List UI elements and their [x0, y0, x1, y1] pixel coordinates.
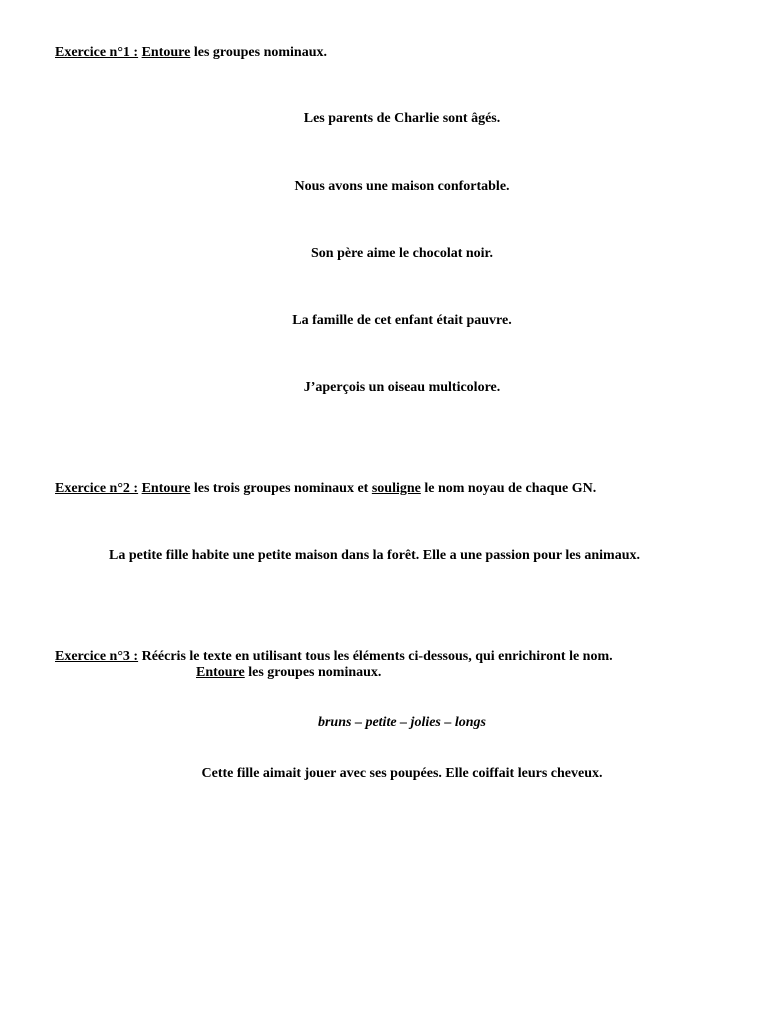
exercise1-instruction-text: les groupes nominaux.: [190, 45, 328, 60]
exercise3-text: Cette fille aimait jouer avec ses poupées. Elle coiffait leurs cheveux.: [201, 766, 603, 781]
exercise1-heading: Exercice n°1 :: [55, 45, 139, 60]
exercise3-instruction-text: Réécris le texte en utilisant tous les éléments ci-dessous, qui enrichiront le nom.: [138, 649, 613, 664]
exercise1-sentence-2: Nous avons une maison confortable.: [294, 179, 510, 194]
exercise2-heading: Exercice n°2 :: [55, 481, 139, 496]
exercise3-instruction-line2: [196, 665, 381, 681]
exercise1-sentence-5: J’aperçois un oiseau multicolore.: [303, 380, 501, 395]
exercise2-instruction-mid: les trois groupes nominaux et: [190, 481, 372, 496]
exercise1-sentence-1: Les parents de Charlie sont âgés.: [303, 111, 501, 126]
exercise2-instruction: [55, 481, 596, 497]
exercise3-instruction: [55, 649, 613, 665]
exercise2-verb-entoure: Entoure: [141, 481, 191, 496]
exercise3-verb: Entoure: [196, 665, 245, 680]
exercise2-instruction-end: le nom noyau de chaque GN.: [420, 481, 597, 496]
exercise1-instruction: [55, 45, 327, 61]
exercise3-word-list: bruns – petite – jolies – longs: [317, 715, 487, 730]
exercise1-sentence-3: Son père aime le chocolat noir.: [311, 246, 493, 261]
exercise2-verb-souligne: souligne: [371, 481, 421, 496]
exercise1-sentence-4: La famille de cet enfant était pauvre.: [292, 313, 512, 328]
exercise1-verb: Entoure: [141, 45, 191, 60]
exercise3-heading: Exercice n°3 :: [55, 649, 139, 664]
exercise3-instruction2-text: les groupes nominaux.: [244, 665, 382, 680]
exercise2-text: La petite fille habite une petite maison dans la forêt. Elle a une passion pour les animaux.: [109, 548, 640, 563]
